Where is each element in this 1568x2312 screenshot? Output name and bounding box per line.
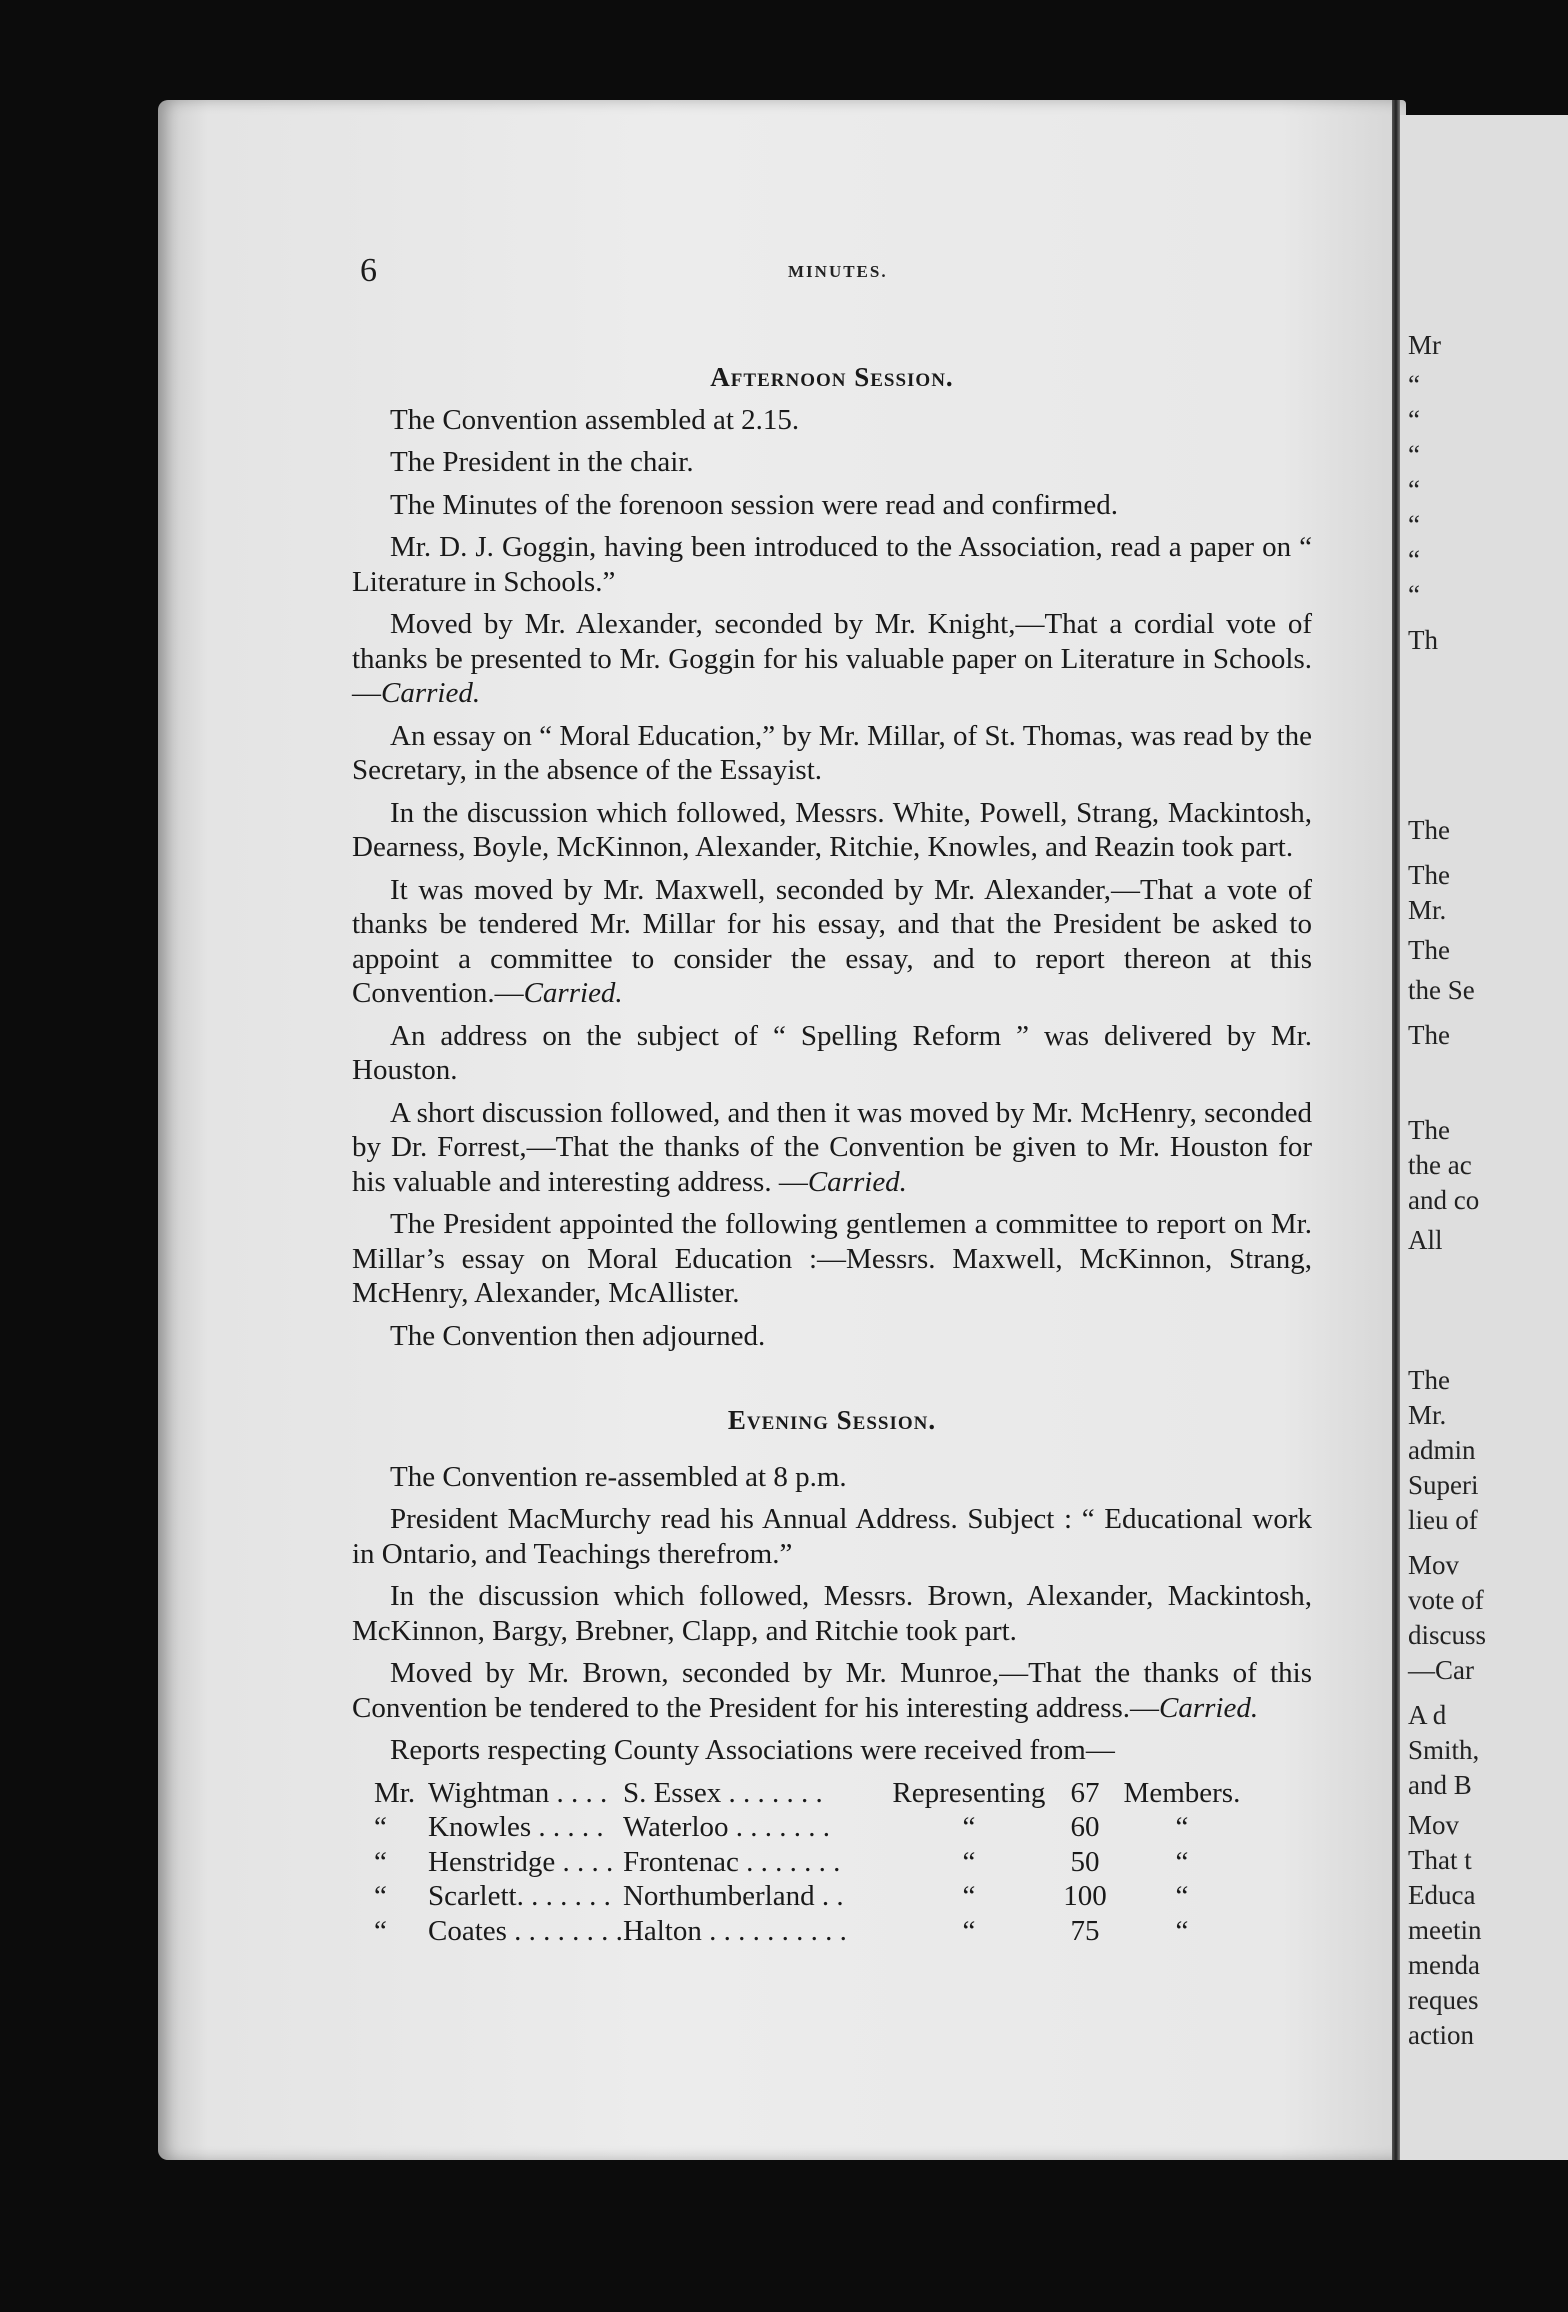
afternoon-paragraph: Moved by Mr. Alexander, seconded by Mr. Knight,—That a cordial vote of thanks be presented to Mr. Goggin for his valuable paper on Literature in Schools.—Carried.	[352, 608, 1312, 709]
evening-paragraph: Moved by Mr. Brown, seconded by Mr. Munroe,—That the thanks of this Convention be tendered to the President for his interesting address.—Carried.	[352, 1657, 1312, 1724]
afternoon-paragraph: The President appointed the following gentlemen a committee to report on Mr. Millar’s essay on Moral Education :—Messrs. Maxwell, McKinnon, Strang, McHenry, Alexander, McAllister.	[352, 1208, 1312, 1309]
report-name-cell: Knowles . . . . .	[428, 1811, 604, 1843]
running-head-title: MINUTES.	[788, 262, 888, 281]
afternoon-paragraph: The Convention assembled at 2.15.	[390, 403, 800, 436]
evening-session-minutes	[352, 1460, 1312, 1768]
facing-page-fragment: reques	[1408, 1985, 1479, 2015]
report-county-cell: Waterloo . . . . . . .	[622, 1811, 831, 1843]
afternoon-paragraph: An essay on “ Moral Education,” by Mr. Millar, of St. Thomas, was read by the Secretary, in the absence of the Essayist.	[352, 719, 1312, 786]
facing-page-fragment: “	[1408, 510, 1420, 540]
facing-page-fragment: “	[1408, 580, 1420, 610]
facing-page-fragment: The	[1408, 815, 1450, 845]
report-title-cell: Mr.	[374, 1776, 416, 1809]
county-reports-table	[374, 1776, 1247, 1949]
report-members-cell: “	[1175, 1914, 1189, 1947]
evening-paragraph: President MacMurchy read his Annual Address. Subject : “ Educational work in Ontario, and Teachings therefrom.”	[352, 1503, 1312, 1570]
report-rep-cell: Representing	[892, 1776, 1046, 1809]
evening-paragraph: The Convention re-assembled at 8 p.m.	[390, 1460, 847, 1493]
report-rep-cell: “	[962, 1845, 976, 1878]
facing-page-fragment: “	[1408, 475, 1420, 505]
report-count-cell: 50	[1070, 1845, 1100, 1878]
report-title-cell: “	[374, 1914, 387, 1947]
facing-page-fragment: A d	[1408, 1700, 1447, 1730]
facing-page-fragment: the Se	[1408, 975, 1475, 1005]
facing-page-fragment: vote of	[1408, 1585, 1484, 1615]
report-title-cell: “	[374, 1880, 387, 1912]
facing-page-fragment: “	[1408, 545, 1420, 575]
book-gutter	[1392, 100, 1400, 2160]
facing-page-fragment: and B	[1408, 1770, 1472, 1800]
report-name-cell: Wightman . . . .	[428, 1776, 608, 1809]
table-row	[374, 1776, 1247, 1811]
afternoon-paragraph: In the discussion which followed, Messrs. White, Powell, Strang, Mackintosh, Dearness, Boyle, McKinnon, Alexander, Ritchie, Knowles, and Reazin took part.	[352, 796, 1312, 863]
table-row	[374, 1810, 1247, 1845]
facing-page-fragment: admin	[1408, 1435, 1476, 1465]
page-body	[352, 360, 1312, 1948]
facing-page	[1400, 115, 1568, 2160]
facing-page-fragment: Superi	[1408, 1470, 1479, 1500]
report-count-cell: 67	[1070, 1776, 1100, 1809]
report-county-cell: Frontenac . . . . . . .	[622, 1845, 841, 1878]
report-count-cell: 100	[1063, 1880, 1107, 1912]
evening-session-heading: Evening Session.	[727, 1405, 937, 1435]
report-members-cell: “	[1175, 1880, 1189, 1912]
report-title-cell: “	[374, 1811, 387, 1843]
evening-paragraph: Reports respecting County Associations were received from—	[390, 1734, 1115, 1766]
afternoon-paragraph: An address on the subject of “ Spelling Reform ” was delivered by Mr. Houston.	[352, 1019, 1312, 1086]
table-row	[374, 1879, 1247, 1914]
facing-page-fragment: Mov	[1408, 1550, 1460, 1580]
evening-paragraph: In the discussion which followed, Messrs. Brown, Alexander, Mackintosh, McKinnon, Bargy, Brebner, Clapp, and Ritchie took part.	[352, 1580, 1312, 1647]
facing-page-fragment: The	[1408, 1365, 1450, 1395]
facing-page-fragment: That t	[1408, 1845, 1472, 1875]
facing-page-fragment: Th	[1408, 625, 1438, 655]
report-members-cell: “	[1175, 1845, 1189, 1878]
afternoon-paragraph: The President in the chair.	[390, 446, 694, 478]
afternoon-paragraph: The Minutes of the forenoon session were read and confirmed.	[390, 488, 1118, 521]
report-rep-cell: “	[962, 1914, 976, 1947]
facing-page-fragment: “	[1408, 370, 1420, 400]
afternoon-session-heading: Afternoon Session.	[710, 362, 954, 392]
facing-page-fragment: Mr.	[1408, 895, 1447, 925]
table-row	[374, 1845, 1247, 1880]
report-name-cell: Henstridge . . . .	[428, 1845, 614, 1878]
facing-page-fragment: All	[1408, 1225, 1443, 1255]
facing-page-fragment: menda	[1408, 1950, 1480, 1980]
report-name-cell: Scarlett. . . . . . .	[428, 1880, 611, 1912]
facing-page-fragment: the ac	[1408, 1150, 1472, 1180]
facing-page-fragment: discuss	[1408, 1620, 1487, 1650]
report-members-cell: Members.	[1123, 1776, 1241, 1809]
report-county-cell: Northumberland . .	[622, 1880, 844, 1912]
afternoon-paragraph: The Convention then adjourned.	[390, 1319, 766, 1352]
afternoon-paragraph: It was moved by Mr. Maxwell, seconded by Mr. Alexander,—That a vote of thanks be tendered Mr. Millar for his essay, and that the President be asked to appoint a committee to consider the essay, and to report thereon at this Convention.—Carried.	[352, 873, 1312, 1009]
report-count-cell: 60	[1070, 1811, 1100, 1843]
page-number: 6	[360, 252, 377, 289]
facing-page-fragment: Smith,	[1408, 1735, 1480, 1765]
facing-page-fragment: The	[1408, 935, 1450, 965]
facing-page-fragment: Mov	[1408, 1810, 1460, 1840]
facing-page-fragment: “	[1408, 405, 1420, 435]
facing-page-fragment: Mr.	[1408, 1400, 1447, 1430]
facing-page-fragment: The	[1408, 1020, 1450, 1050]
report-count-cell: 75	[1070, 1914, 1100, 1947]
facing-page-fragment: —Car	[1408, 1655, 1474, 1685]
report-county-cell: Halton . . . . . . . . . .	[622, 1914, 847, 1947]
report-name-cell: Coates . . . . . . . .	[428, 1914, 623, 1947]
afternoon-session-minutes	[352, 403, 1312, 1354]
report-rep-cell: “	[962, 1811, 976, 1843]
facing-page-fragment: The	[1408, 860, 1450, 890]
facing-page-fragment: action	[1408, 2020, 1474, 2050]
table-row	[374, 1914, 1247, 1949]
facing-page-fragment: lieu of	[1408, 1505, 1478, 1535]
facing-page-fragment: “	[1408, 440, 1420, 470]
facing-page-fragment: Mr	[1408, 330, 1441, 360]
afternoon-paragraph: Mr. D. J. Goggin, having been introduced to the Association, read a paper on “ Literature in Schools.”	[352, 531, 1312, 598]
report-rep-cell: “	[962, 1880, 976, 1912]
facing-page-fragment: meetin	[1408, 1915, 1482, 1945]
facing-page-fragment: The	[1408, 1115, 1450, 1145]
facing-page-fragment: Educa	[1408, 1880, 1476, 1910]
report-members-cell: “	[1175, 1811, 1189, 1843]
report-county-cell: S. Essex . . . . . . .	[622, 1776, 823, 1809]
report-title-cell: “	[374, 1845, 387, 1878]
facing-page-fragment: and co	[1408, 1185, 1480, 1215]
afternoon-paragraph: A short discussion followed, and then it was moved by Mr. McHenry, seconded by Dr. Forrest,—That the thanks of the Convention be given to Mr. Houston for his valuable and interesting address. —Carried.	[352, 1096, 1312, 1198]
